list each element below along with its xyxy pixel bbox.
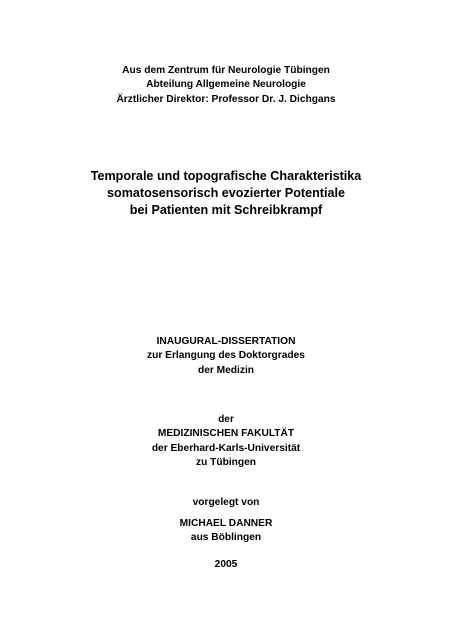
dissertation-title	[0, 168, 452, 219]
university-city: zu Tübingen	[196, 456, 256, 468]
author-block	[0, 517, 452, 546]
author-origin: aus Böblingen	[190, 532, 262, 544]
institution-department: Abteilung Allgemeine Neurologie	[146, 79, 306, 91]
submitted-label: vorgelegt von	[192, 497, 260, 508]
title-line-1: Temporale und topografische Charakteristika	[90, 169, 362, 183]
submitted-by	[0, 496, 452, 510]
publication-year-block	[0, 558, 452, 572]
institution-center: Aus dem Zentrum für Neurologie Tübingen	[122, 65, 330, 76]
faculty-article: der	[218, 414, 234, 425]
faculty-name: MEDIZINISCHEN FAKULTÄT	[157, 428, 295, 440]
institution-director: Ärztlicher Direktor: Professor Dr. J. Dichgans	[116, 93, 336, 105]
dissertation-field: der Medizin	[197, 364, 255, 376]
author-name: MICHAEL DANNER	[179, 518, 273, 529]
university-name: der Eberhard-Karls-Universität	[151, 442, 301, 454]
dissertation-purpose: zur Erlangung des Doktorgrades	[147, 350, 305, 362]
dissertation-heading: INAUGURAL-DISSERTATION	[156, 336, 296, 347]
dissertation-type	[0, 335, 452, 378]
faculty-block	[0, 413, 452, 470]
title-line-2: somatosensorisch evozierter Potentiale	[107, 186, 345, 200]
institution-header	[0, 64, 452, 107]
title-line-3: bei Patienten mit Schreibkrampf	[129, 203, 323, 217]
publication-year: 2005	[214, 559, 238, 570]
